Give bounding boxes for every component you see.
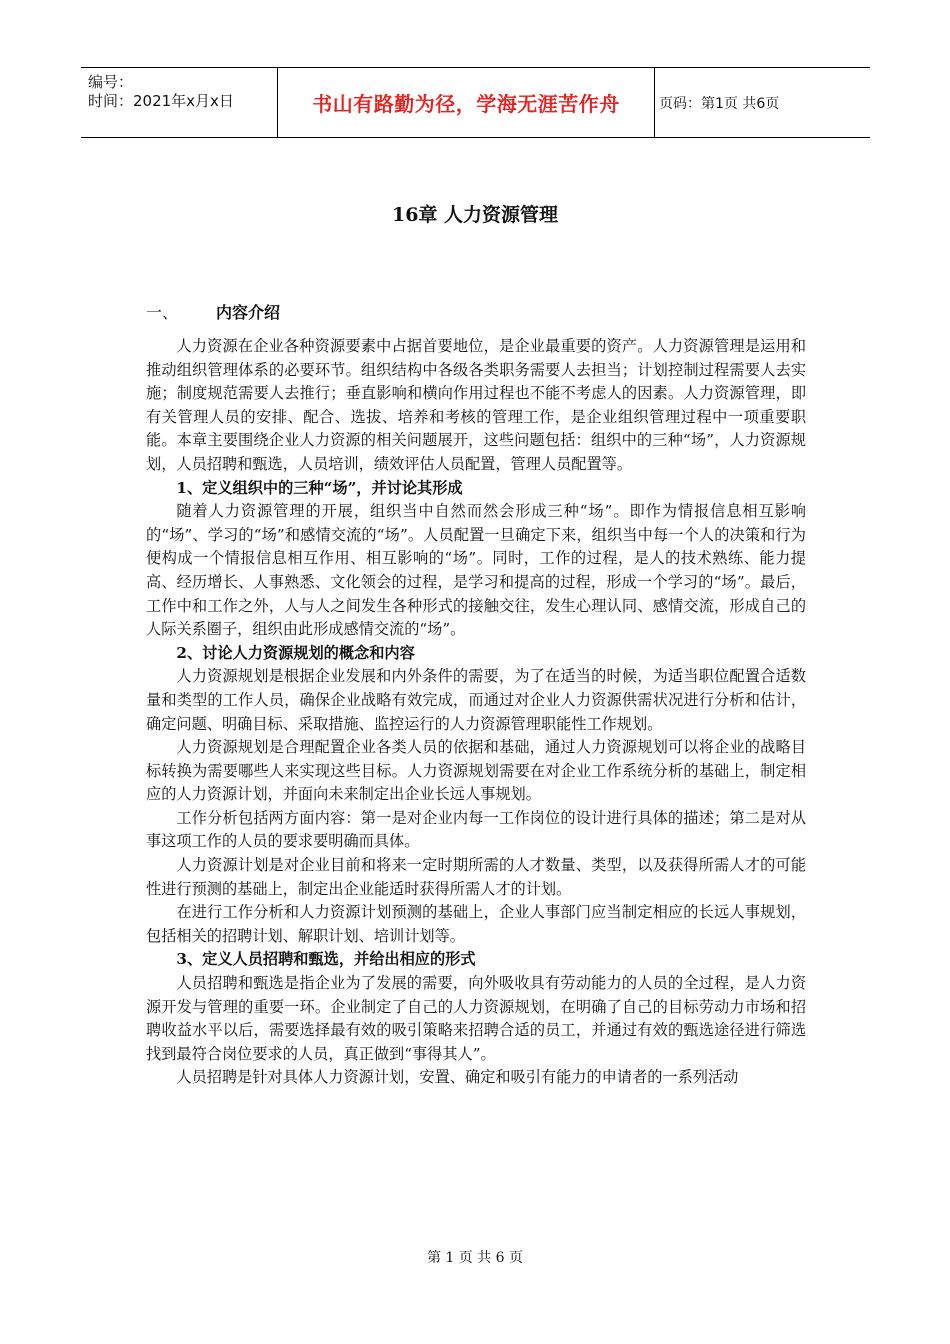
paragraph: 人力资源计划是对企业目前和将来一定时期所需的人才数量、类型，以及获得所需人才的可能性进行预测的基础上，制定出企业能适时获得所需人才的计划。 — [146, 856, 806, 898]
paragraph: 在进行工作分析和人力资源计划预测的基础上，企业人事部门应当制定相应的长远人事规划，包括相关的招聘计划、解职计划、培训计划等。 — [146, 903, 806, 945]
header-left-cell — [81, 68, 277, 137]
document-number-label: 编号： — [88, 73, 134, 91]
paragraph: 随着人力资源管理的开展，组织当中自然而然会形成三种“场”。即作为情报信息相互影响的“场”、学习的“场”和感情交流的“场”。人员配置一旦确定下来，组织当中每一个人的决策和行为便构成一个情报信息相互作用、相互影响的“场”。同时，工作的过程，是人的技术熟练、能力提高、经历增长、人事熟悉、文化领会的过程，是学习和提高的过程，形成一个学习的“场”。最后，工作中和工作之外，人与人之间发生各种形式的接触交往，发生心理认同、感情交流，形成自己的人际关系圈子，组织由此形成感情交流的“场”。 — [146, 502, 806, 639]
header-motto: 书山有路勤为径，学海无涯苦作舟 — [277, 68, 655, 137]
section-number: 一、 — [146, 303, 179, 322]
paragraph: 人力资源规划是根据企业发展和内外条件的需要，为了在适当的时候，为适当职位配置合适数量和类型的工作人员，确保企业战略有效完成，而通过对企业人力资源供需状况进行分析和估计，确定问题、明确目标、采取措施、监控运行的人力资源管理职能性工作规划。 — [146, 667, 806, 733]
subheading: 3、定义人员招聘和甄选，并给出相应的形式 — [176, 950, 476, 969]
paragraph: 人员招聘和甄选是指企业为了发展的需要，向外吸收具有劳动能力的人员的全过程，是人力资源开发与管理的重要一环。企业制定了自己的人力资源规划，在明确了自己的目标劳动力市场和招聘收益水平以后，需要选择最有效的吸引策略来招聘合适的员工，并通过有效的甄选途径进行筛选找到最符合岗位要求的人员，真正做到“事得其人”。 — [146, 974, 806, 1063]
subheading: 2、讨论人力资源规划的概念和内容 — [176, 643, 415, 662]
header-table — [81, 67, 870, 138]
header-page-info: 页码：第1页 共6页 — [659, 95, 780, 112]
paragraph: 人力资源规划是合理配置企业各类人员的依据和基础，通过人力资源规划可以将企业的战略目标转换为需要哪些人来实现这些目标。人力资源规划需要在对企业工作系统分析的基础上，制定相应的人力资源计划，并面向未来制定出企业长远人事规划。 — [146, 738, 806, 804]
subheading: 1、定义组织中的三种“场”，并讨论其形成 — [176, 478, 463, 497]
section-heading-text: 内容介绍 — [216, 303, 281, 322]
page-title: 16章 人力资源管理 — [391, 204, 559, 226]
document-date-label: 时间：2021年x月x日 — [88, 92, 234, 110]
page-footer: 第 1 页 共 6 页 — [426, 1250, 524, 1266]
section-heading — [146, 300, 280, 323]
paragraph: 人员招聘是针对具体人力资源计划，安置、确定和吸引有能力的申请者的一系列活动 — [176, 1068, 739, 1087]
paragraph: 人力资源在企业各种资源要素中占据首要地位，是企业最重要的资产。人力资源管理是运用和推动组织管理体系的必要环节。组织结构中各级各类职务需要人去担当；计划控制过程需要人去实施；制度规范需要人去推行；垂直影响和横向作用过程也不能不考虑人的因素。人力资源管理，即有关管理人员的安排、配合、选拔、培养和考核的管理工作，是企业组织管理过程中一项重要职能。本章主要围绕企业人力资源的相关问题展开，这些问题包括：组织中的三种“场”，人力资源规划，人员招聘和甄选，人员培训，绩效评估人员配置，管理人员配置等。 — [146, 337, 806, 473]
document-body — [146, 335, 806, 1090]
paragraph: 工作分析包括两方面内容：第一是对企业内每一工作岗位的设计进行具体的描述；第二是对从事这项工作的人员的要求要明确而具体。 — [146, 808, 806, 851]
